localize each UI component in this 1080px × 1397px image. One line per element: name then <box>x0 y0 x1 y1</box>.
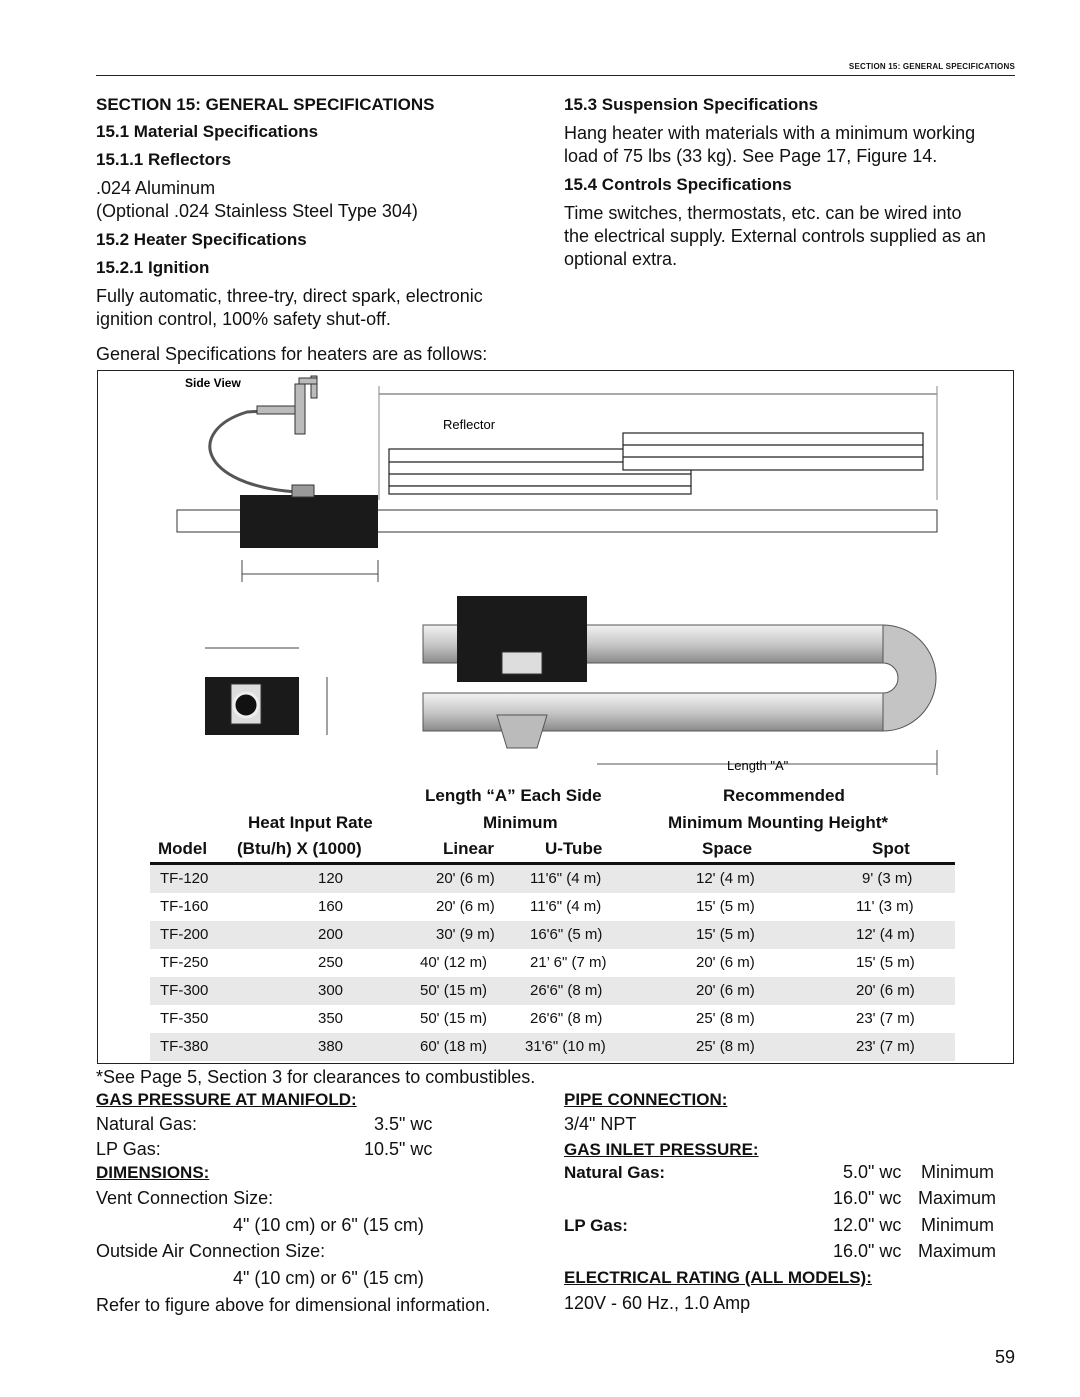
heading-15-1: 15.1 Material Specifications <box>96 122 319 141</box>
gas-valve-assembly <box>257 376 317 434</box>
th-spot: Spot <box>872 839 910 858</box>
table-row: TF-380 380 60' (18 m) 31'6" (10 m) 25' (8 m) 23' (7 m) <box>150 1033 955 1061</box>
table-row: TF-300 300 50' (15 m) 26'6" (8 m) 20' (6 m) 20' (6 m) <box>150 977 955 1005</box>
inlet-max-word: Maximum <box>918 1188 997 1208</box>
table-row: TF-350 350 50' (15 m) 26'6" (8 m) 25' (8 m) 23' (7 m) <box>160 1010 915 1027</box>
burner-top-fitting <box>292 485 314 497</box>
gas-hose <box>210 410 297 492</box>
ignition-line-2: ignition control, 100% safety shut-off. <box>96 309 391 329</box>
th-model: Model <box>158 839 208 858</box>
dimensions-refer: Refer to figure above for dimensional information. <box>96 1295 491 1315</box>
reflector-line-1: .024 Aluminum <box>96 178 216 198</box>
u-tube <box>423 596 936 748</box>
inlet-natural-label: Natural Gas: <box>564 1163 666 1182</box>
vent-label: Vent Connection Size: <box>96 1188 274 1208</box>
inlet-lp-min: 12.0" wc <box>833 1215 902 1235</box>
manifold-natural-label: Natural Gas: <box>96 1114 198 1134</box>
reflector-panels <box>389 433 923 494</box>
pipe-value: 3/4" NPT <box>564 1114 637 1134</box>
burner-box-side <box>240 495 378 548</box>
heading-15-4: 15.4 Controls Specifications <box>564 175 792 194</box>
manifold-lp-value: 10.5" wc <box>364 1139 433 1159</box>
electrical-value: 120V - 60 Hz., 1.0 Amp <box>564 1293 751 1313</box>
air-label: Outside Air Connection Size: <box>96 1241 326 1261</box>
manifold-natural-value: 3.5" wc <box>374 1114 433 1134</box>
heater-diagram <box>97 370 1014 790</box>
pipe-title: PIPE CONNECTION: <box>564 1090 728 1109</box>
table-footnote: *See Page 5, Section 3 for clearances to combustibles. <box>96 1067 536 1087</box>
inlet-lp-min-word: Minimum <box>921 1215 995 1235</box>
manifold-lp-label: LP Gas: <box>96 1139 161 1159</box>
heading-15-2-1: 15.2.1 Ignition <box>96 258 210 277</box>
th-heat-input: Heat Input Rate <box>248 813 373 832</box>
running-header: SECTION 15: GENERAL SPECIFICATIONS <box>848 62 1015 71</box>
reflector-line-2: (Optional .024 Stainless Steel Type 304) <box>96 201 418 221</box>
side-view-label: Side View <box>185 376 241 390</box>
inlet-nat-min: 5.0" wc <box>843 1162 902 1182</box>
controls-line-3: optional extra. <box>564 249 678 269</box>
table-row: TF-200 200 30' (9 m) 16'6" (5 m) 15' (5 m) 12' (4 m) <box>150 921 955 949</box>
reflector-label: Reflector <box>443 417 496 432</box>
gas-inlet-title: GAS INLET PRESSURE: <box>564 1140 759 1159</box>
table-row: TF-120 120 20' (6 m) 11'6" (4 m) 12' (4 m) 9' (3 m) <box>150 865 955 893</box>
page-number: 59 <box>995 1347 1016 1367</box>
th-length-a: Length “A” Each Side <box>425 786 602 805</box>
suspension-line-2: load of 75 lbs (33 kg). See Page 17, Figure 14. <box>564 146 938 166</box>
spec-intro: General Specifications for heaters are as follows: <box>96 344 488 364</box>
th-btu: (Btu/h) X (1000) <box>237 839 362 858</box>
heading-15-1-1: 15.1.1 Reflectors <box>96 150 232 169</box>
gas-manifold-title: GAS PRESSURE AT MANIFOLD: <box>96 1090 357 1109</box>
controls-line-2: the electrical supply. External controls supplied as an <box>564 226 986 246</box>
air-value: 4" (10 cm) or 6" (15 cm) <box>233 1268 424 1288</box>
table-row: TF-160 160 20' (6 m) 11'6" (4 m) 15' (5 m) 11' (3 m) <box>160 898 914 915</box>
inlet-lp-max-word: Maximum <box>918 1241 997 1261</box>
th-utube: U-Tube <box>545 839 603 858</box>
suspension-line-1: Hang heater with materials with a minimum working <box>564 123 976 143</box>
ignition-line-1: Fully automatic, three-try, direct spark, electronic <box>96 286 483 306</box>
length-a-label: Length "A" <box>727 758 789 773</box>
inlet-nat-max: 16.0" wc <box>833 1188 902 1208</box>
inlet-min-word: Minimum <box>921 1162 995 1182</box>
th-linear: Linear <box>443 839 495 858</box>
th-minimum: Minimum <box>483 813 558 832</box>
inlet-lp-label: LP Gas: <box>564 1216 628 1235</box>
section-title: SECTION 15: GENERAL SPECIFICATIONS <box>96 95 435 114</box>
dimensions-title: DIMENSIONS: <box>96 1163 210 1182</box>
controls-line-1: Time switches, thermostats, etc. can be wired into <box>564 203 962 223</box>
electrical-title: ELECTRICAL RATING (ALL MODELS): <box>564 1268 872 1287</box>
exhaust-tee <box>497 715 547 748</box>
header-rule <box>96 75 1015 76</box>
table-row: TF-250 250 40' (12 m) 21’ 6" (7 m) 20' (6 m) 15' (5 m) <box>160 954 915 971</box>
th-min-mount: Minimum Mounting Height* <box>668 813 889 832</box>
inlet-lp-max: 16.0" wc <box>833 1241 902 1261</box>
th-space: Space <box>702 839 753 858</box>
heading-15-2: 15.2 Heater Specifications <box>96 230 307 249</box>
th-recommended: Recommended <box>723 786 845 805</box>
heading-15-3: 15.3 Suspension Specifications <box>564 95 819 114</box>
vent-value: 4" (10 cm) or 6" (15 cm) <box>233 1215 424 1235</box>
